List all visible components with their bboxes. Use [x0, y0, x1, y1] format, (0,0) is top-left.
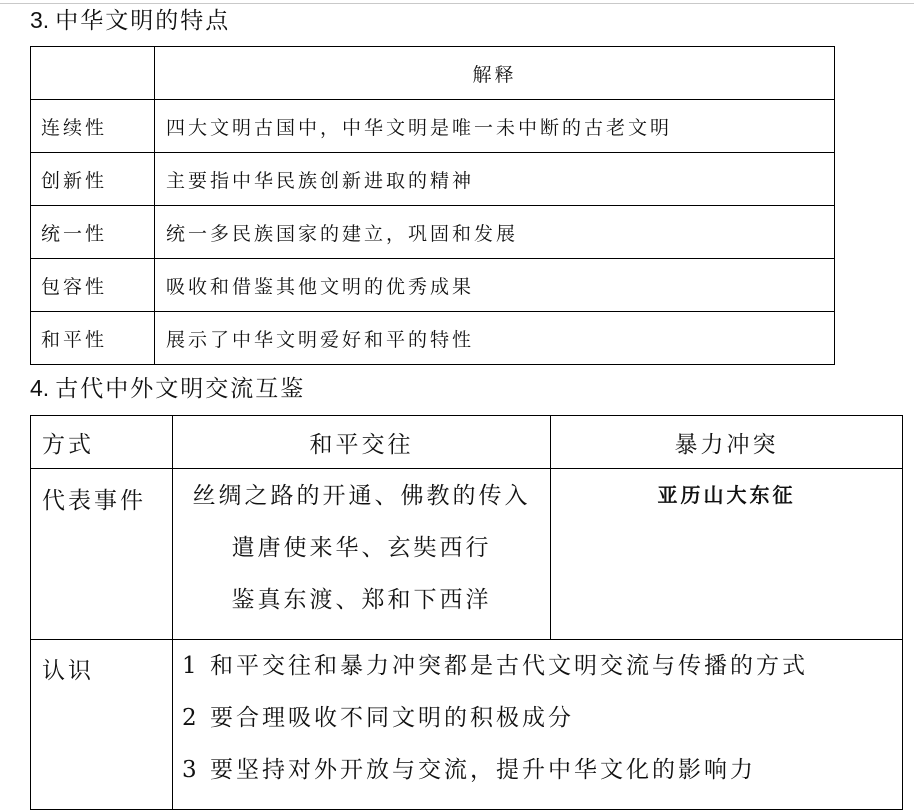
section-3-heading — [30, 9, 230, 33]
peaceful-events-cell — [173, 469, 551, 640]
events-row — [31, 469, 903, 640]
section-3-number: 3. — [30, 7, 50, 33]
traits-table — [30, 46, 835, 365]
insight-number: 3 — [182, 757, 200, 783]
peaceful-event: 遣唐使来华、玄奘西行 — [231, 535, 492, 561]
violent-event: 亚历山大东征 — [657, 483, 796, 507]
trait-explanation: 展示了中华文明爱好和平的特性 — [155, 312, 835, 365]
insights-cell — [173, 640, 903, 810]
exchange-table — [30, 415, 903, 810]
table-row — [31, 206, 835, 259]
insight-item — [182, 640, 902, 692]
trait-explanation: 四大文明古国中，中华文明是唯一未中断的古老文明 — [155, 100, 835, 153]
violent-event-cell — [551, 469, 903, 640]
table-row — [31, 312, 835, 365]
top-divider — [0, 3, 914, 4]
insight-item — [182, 692, 902, 744]
header-peaceful: 和平交往 — [173, 416, 551, 469]
trait-name: 统一性 — [31, 206, 155, 259]
insights-row — [31, 640, 903, 810]
header-method: 方式 — [31, 416, 173, 469]
traits-header-blank — [31, 47, 155, 100]
table-row — [31, 259, 835, 312]
insight-number: 2 — [182, 705, 200, 731]
trait-name: 和平性 — [31, 312, 155, 365]
trait-explanation: 吸收和借鉴其他文明的优秀成果 — [155, 259, 835, 312]
insight-text: 要坚持对外开放与交流，提升中华文化的影响力 — [209, 757, 756, 783]
events-label: 代表事件 — [31, 469, 173, 640]
section-4-title: 古代中外文明交流互鉴 — [55, 376, 306, 402]
peaceful-event: 鉴真东渡、郑和下西洋 — [231, 587, 492, 613]
insight-text: 和平交往和暴力冲突都是古代文明交流与传播的方式 — [209, 653, 808, 679]
header-violent: 暴力冲突 — [551, 416, 903, 469]
trait-name: 连续性 — [31, 100, 155, 153]
trait-name: 包容性 — [31, 259, 155, 312]
trait-name: 创新性 — [31, 153, 155, 206]
section-4-number: 4. — [30, 375, 50, 401]
table-row — [31, 153, 835, 206]
section-4-heading — [30, 377, 305, 401]
insights-label: 认识 — [31, 640, 173, 810]
traits-table-header — [31, 47, 835, 100]
traits-header-explanation: 解释 — [155, 47, 835, 100]
table-row — [31, 100, 835, 153]
trait-explanation: 主要指中华民族创新进取的精神 — [155, 153, 835, 206]
insight-item — [182, 744, 902, 796]
exchange-table-header — [31, 416, 903, 469]
insight-text: 要合理吸收不同文明的积极成分 — [209, 705, 574, 731]
insight-number: 1 — [182, 653, 200, 679]
section-3-title: 中华文明的特点 — [55, 8, 231, 34]
peaceful-event: 丝绸之路的开通、佛教的传入 — [192, 483, 531, 509]
trait-explanation: 统一多民族国家的建立，巩固和发展 — [155, 206, 835, 259]
